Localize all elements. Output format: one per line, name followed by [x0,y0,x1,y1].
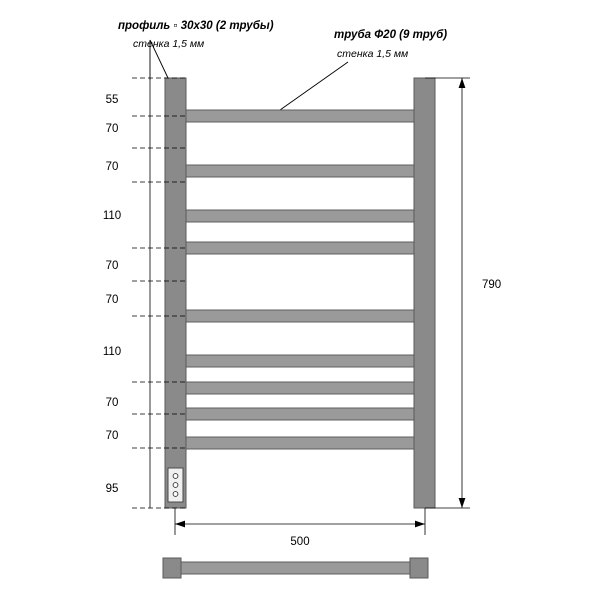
control-button-bottom[interactable] [173,492,178,497]
tube-8 [175,408,425,420]
arrow-bottom-left [175,521,185,528]
side-view-profile-left [163,558,181,578]
dim-left-8: 70 [105,430,119,442]
dim-bottom-total: 500 [290,536,310,548]
tube-4 [175,242,425,254]
dim-right-total: 790 [482,279,502,291]
profile-right [414,78,435,508]
tube-7 [175,382,425,394]
arrow-right-bottom [459,498,466,508]
dim-left-2: 70 [105,161,119,173]
dim-left-1: 70 [105,123,119,135]
dim-left-5: 70 [105,294,119,306]
dim-left-7: 70 [105,397,119,409]
side-view-profile-right [410,558,428,578]
callout-leader-right [280,62,348,110]
control-button-top[interactable] [173,474,178,479]
dim-left-4: 70 [105,260,119,272]
dim-left-9: 95 [105,483,119,495]
tube-5 [175,310,425,322]
callout-profile-title: профиль ▫ 30x30 (2 трубы) [118,20,274,32]
callout-profile-sub: стенка 1,5 мм [133,38,205,50]
arrow-bottom-right [415,521,425,528]
tube-2 [175,165,425,177]
callout-tube-title: труба Ф20 (9 труб) [334,29,448,41]
dim-left-6: 110 [102,346,122,358]
callout-tube-sub: стенка 1,5 мм [337,48,409,60]
profile-left [165,78,186,508]
tube-1 [175,110,425,122]
dim-left-3: 110 [102,210,122,222]
tube-3 [175,210,425,222]
side-view-tube [175,562,425,574]
arrow-right-top [459,78,466,88]
control-button-middle[interactable] [173,483,178,488]
dim-left-0: 55 [105,94,119,106]
tube-9 [175,437,425,449]
tube-6 [175,355,425,367]
